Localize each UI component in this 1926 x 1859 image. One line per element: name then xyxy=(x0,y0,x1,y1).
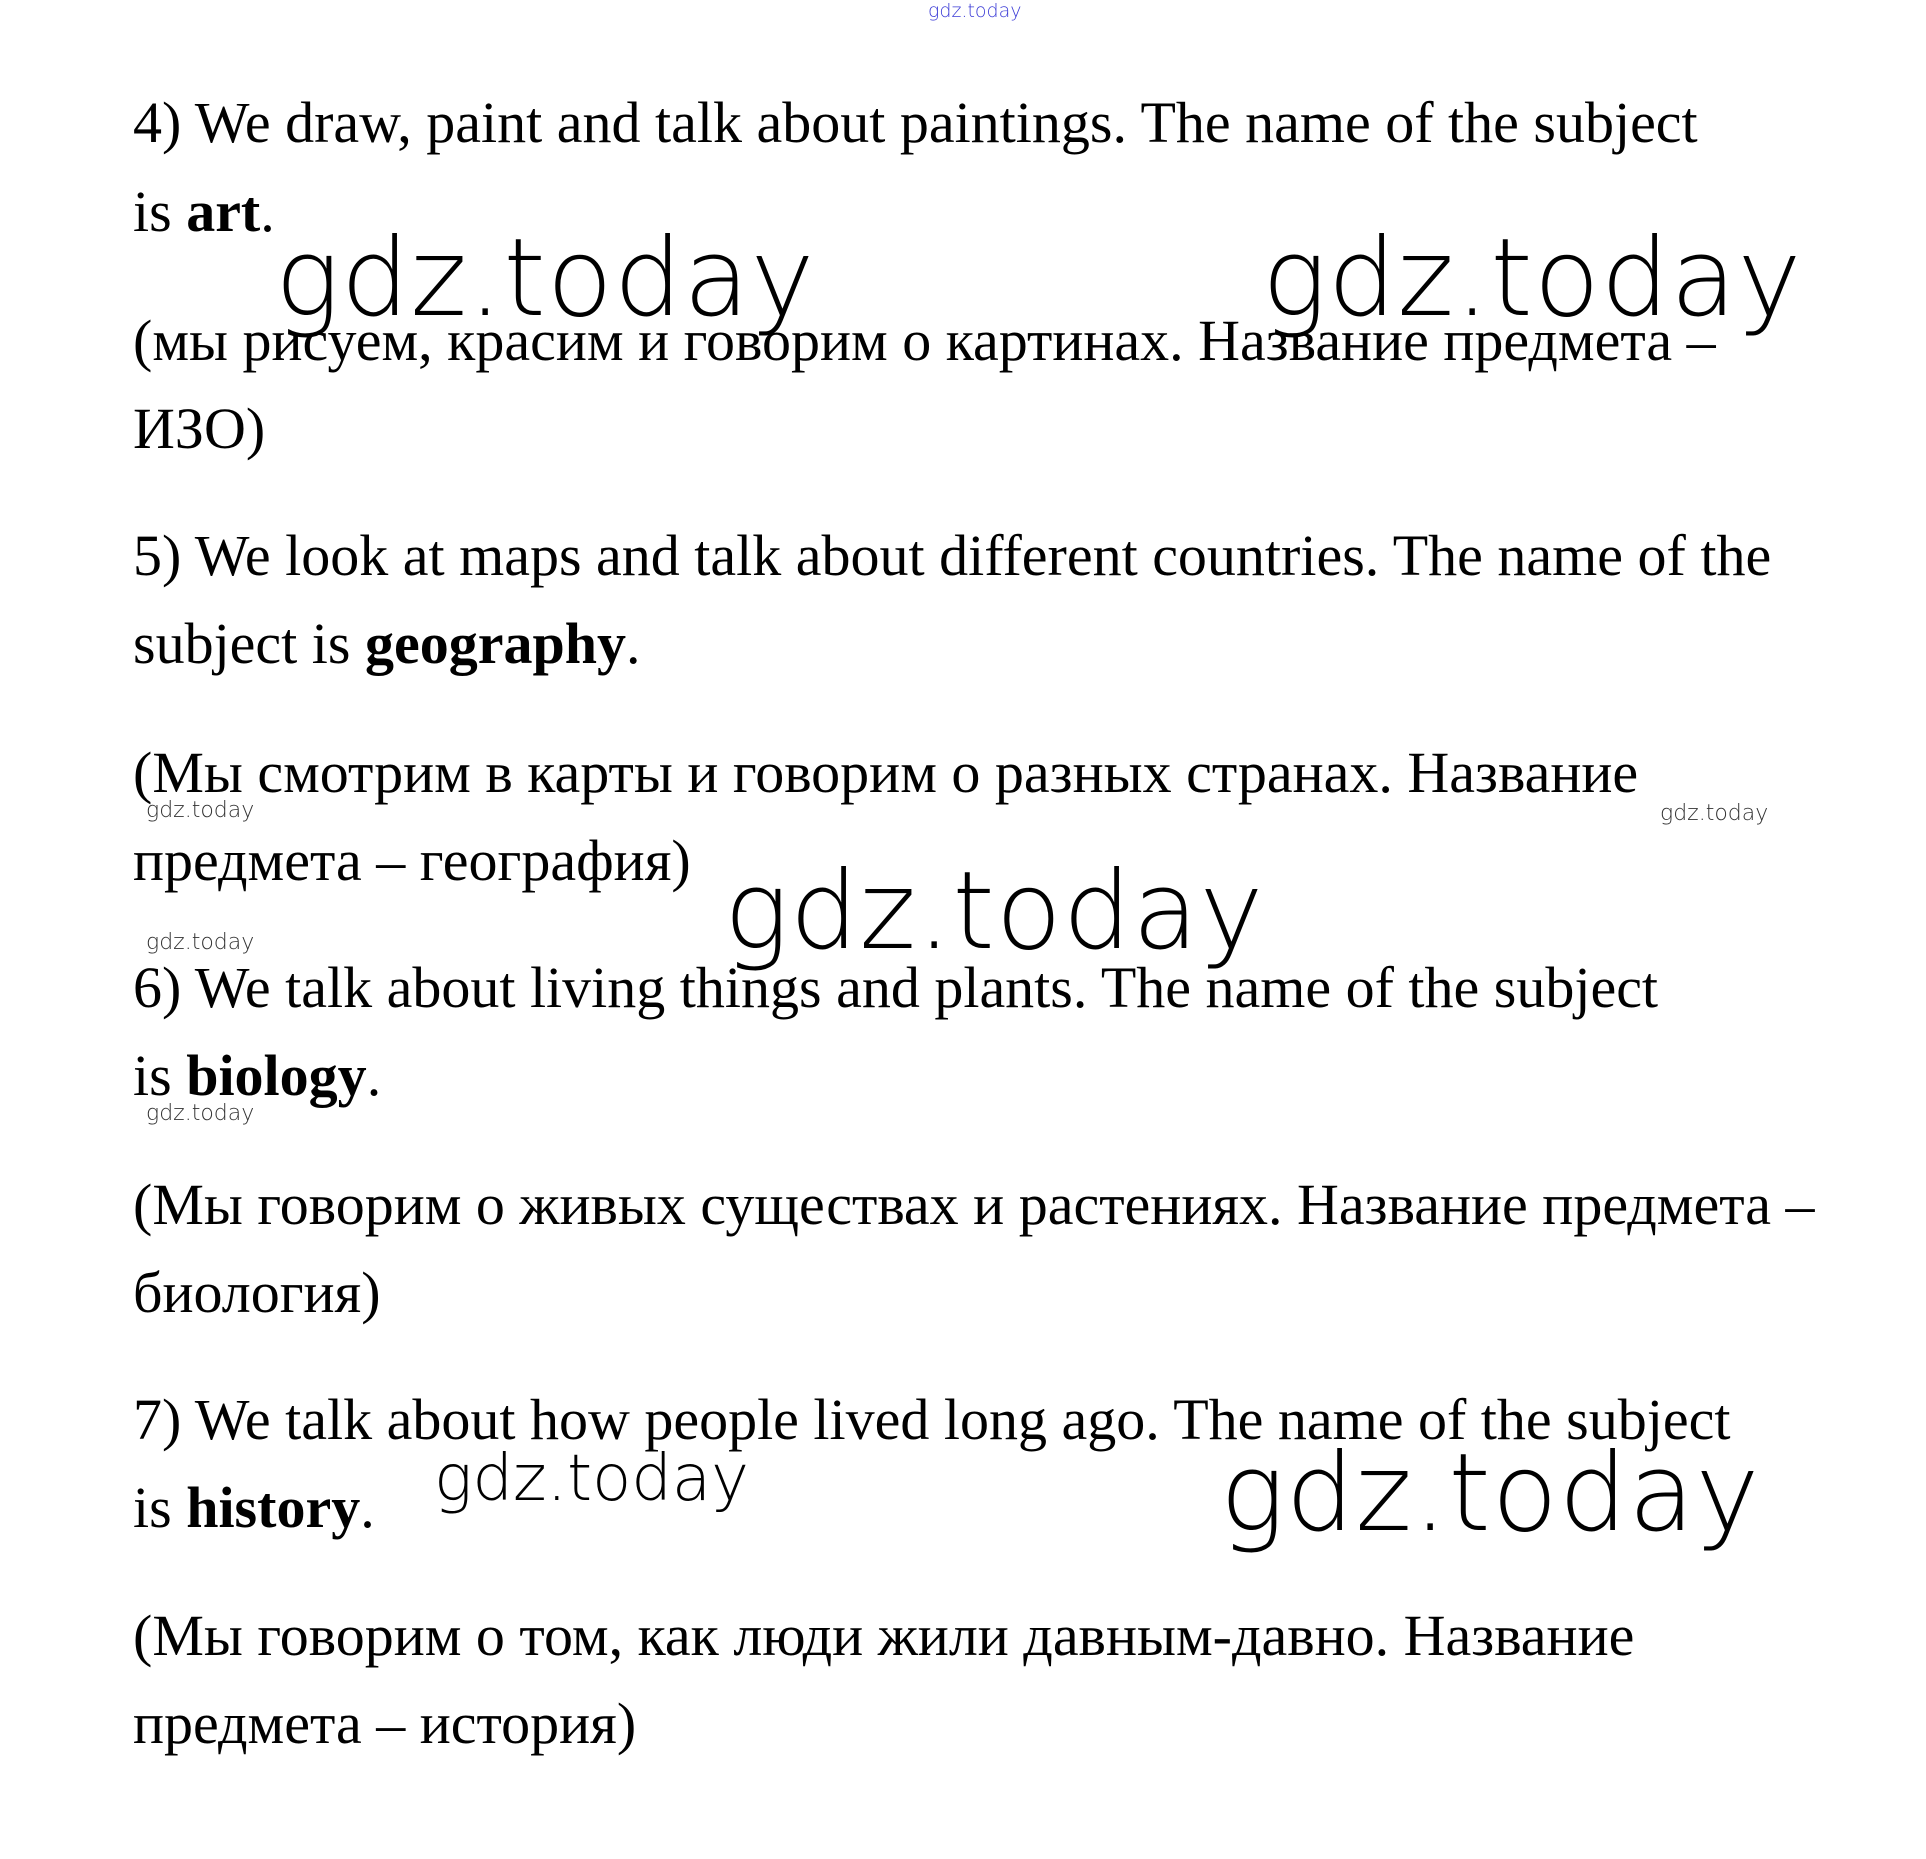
item-6-russian-line-2: биология) xyxy=(133,1260,381,1325)
watermark-small: gdz.today xyxy=(146,798,255,823)
item-7-english-line-2 xyxy=(133,1475,375,1540)
watermark-large: gdz.today xyxy=(275,216,816,341)
watermark-large: gdz.today xyxy=(1220,1431,1761,1556)
item-7-suffix: . xyxy=(360,1475,375,1540)
item-6-suffix: . xyxy=(366,1043,382,1108)
item-7-answer: history xyxy=(186,1475,361,1540)
watermark-small: gdz.today xyxy=(146,1101,255,1126)
item-6-answer: biology xyxy=(186,1043,367,1108)
item-7-russian-line-1: (Мы говорим о том, как люди жили давным-давно. Название xyxy=(133,1603,1635,1668)
item-5-russian-line-1: (Мы смотрим в карты и говорим о разных странах. Название xyxy=(133,740,1639,805)
item-5-english-line-2 xyxy=(133,611,641,676)
watermark-small: gdz.today xyxy=(1660,801,1769,826)
item-6-prefix: is xyxy=(133,1043,187,1108)
watermark-top: gdz.today xyxy=(928,0,1022,22)
item-4-english-line-2 xyxy=(133,179,275,244)
watermark-large: gdz.today xyxy=(1262,216,1803,341)
item-4-russian-line-2: ИЗО) xyxy=(133,396,266,461)
item-6-english-line-2 xyxy=(133,1043,382,1108)
item-5-prefix: subject is xyxy=(133,611,365,676)
item-5-russian-line-2: предмета – география) xyxy=(133,828,691,893)
item-5-suffix: . xyxy=(625,611,641,676)
watermark-medium: gdz.today xyxy=(434,1442,749,1516)
item-7-english-line-1: 7) We talk about how people lived long ago. The name of the subject xyxy=(133,1387,1731,1452)
item-7-russian-line-2: предмета – история) xyxy=(133,1691,637,1756)
item-4-answer: art xyxy=(186,179,261,244)
watermark-small: gdz.today xyxy=(146,930,255,955)
item-7-prefix: is xyxy=(133,1475,187,1540)
item-4-english-line-1: 4) We draw, paint and talk about paintings. The name of the subject xyxy=(133,90,1698,155)
item-5-english-line-1: 5) We look at maps and talk about different countries. The name of the xyxy=(133,523,1772,588)
item-4-suffix: . xyxy=(260,179,275,244)
item-5-answer: geography xyxy=(364,611,626,676)
item-6-russian-line-1: (Мы говорим о живых существах и растениях. Название предмета – xyxy=(133,1172,1815,1237)
watermark-large: gdz.today xyxy=(724,849,1265,974)
item-4-prefix: is xyxy=(133,179,187,244)
item-6-english-line-1: 6) We talk about living things and plants. The name of the subject xyxy=(133,955,1659,1020)
item-4-russian-line-1: (мы рисуем, красим и говорим о картинах. Название предмета – xyxy=(133,308,1716,373)
